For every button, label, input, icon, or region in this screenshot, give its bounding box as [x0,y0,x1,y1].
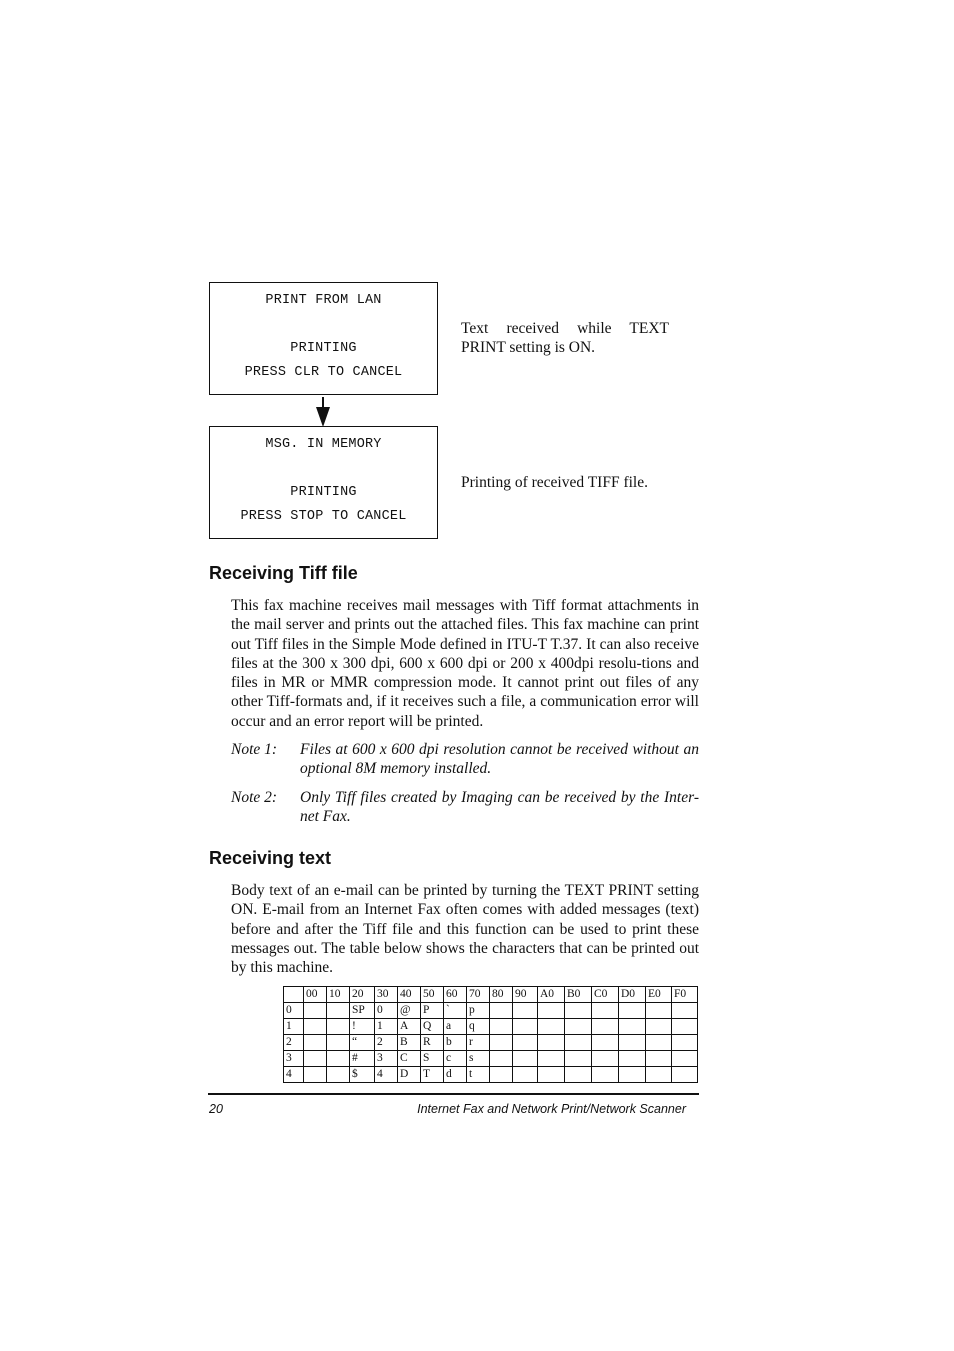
table-cell [592,1019,619,1035]
table-cell: 0 [284,1003,304,1019]
table-cell [619,1035,646,1051]
table-cell [284,987,304,1003]
table-cell [646,1035,672,1051]
footer-title: Internet Fax and Network Print/Network Scanner [417,1102,686,1116]
table-cell [565,1035,592,1051]
table-cell: q [467,1019,490,1035]
table-cell [327,1067,350,1083]
table-cell [327,1019,350,1035]
table-row [284,1067,698,1083]
table-cell [646,1019,672,1035]
table-cell: E0 [646,987,672,1003]
table-cell: A0 [538,987,565,1003]
table-cell [646,1051,672,1067]
page-number: 20 [209,1102,223,1116]
panel1-description: Text received while TEXT PRINT setting is ON. [461,320,669,356]
table-row [284,1035,698,1051]
panel2-description: Printing of received TIFF file. [461,474,648,491]
table-cell: D [398,1067,421,1083]
table-cell: p [467,1003,490,1019]
table-cell [513,1003,538,1019]
table-cell [538,1035,565,1051]
table-cell: Q [421,1019,444,1035]
table-cell: 2 [284,1035,304,1051]
table-cell: F0 [672,987,698,1003]
arrow-head-icon [316,407,330,427]
table-cell: 30 [375,987,398,1003]
table-cell: 3 [284,1051,304,1067]
section-heading-tiff: Receiving Tiff file [209,563,358,583]
table-cell: 1 [375,1019,398,1035]
table-cell: A [398,1019,421,1035]
table-header-row [284,987,698,1003]
table-cell [592,1051,619,1067]
table-cell: # [350,1051,375,1067]
table-cell: 4 [375,1067,398,1083]
lcd-panel-print-from-lan [209,282,438,395]
table-cell [513,1067,538,1083]
table-cell [490,1051,513,1067]
table-cell: 00 [304,987,327,1003]
table-cell: P [421,1003,444,1019]
table-cell [565,1019,592,1035]
table-cell: @ [398,1003,421,1019]
lcd-line: PRINTING [290,485,357,500]
table-cell: R [421,1035,444,1051]
table-cell [672,1003,698,1019]
table-cell: “ [350,1035,375,1051]
lcd-panel-msg-in-memory [209,426,438,539]
table-row [284,1003,698,1019]
note-label: Note 2: [231,789,278,806]
table-cell [538,1051,565,1067]
table-cell: c [444,1051,467,1067]
table-row [284,1019,698,1035]
section-heading-text: Receiving text [209,848,332,868]
table-cell: $ [350,1067,375,1083]
table-cell: 3 [375,1051,398,1067]
note-text: Only Tiff files created by Imaging can be received by the Inter-net Fax. [300,789,699,826]
table-cell [672,1067,698,1083]
table-cell: T [421,1067,444,1083]
table-cell [513,1019,538,1035]
table-cell: C [398,1051,421,1067]
table-cell [327,1035,350,1051]
table-cell [327,1051,350,1067]
table-cell [619,1019,646,1035]
table-cell [304,1019,327,1035]
table-cell: 60 [444,987,467,1003]
table-cell [592,1035,619,1051]
table-cell [304,1051,327,1067]
paragraph-tiff: This fax machine receives mail messages with Tiff format attachments in the mail server and prints out the attached files. This fax machine can print out Tiff files in the Simple Mode defined in ITU-T T.37. It can also receive files at the 300 x 300 dpi, 600 x 600 dpi or 200 x 400dpi resolu-tions and files in MR or MMR compression mode. It cannot print out files of any other Tiff-formats and, if it receives such a file, a communication error will occur and an error report will be printed. [231,597,699,730]
table-cell [538,1067,565,1083]
table-cell [646,1067,672,1083]
table-cell [565,1067,592,1083]
table-cell [304,1003,327,1019]
table-cell [619,1067,646,1083]
table-cell [304,1035,327,1051]
note-label: Note 1: [231,741,278,758]
table-cell: SP [350,1003,375,1019]
table-cell: ` [444,1003,467,1019]
table-cell: t [467,1067,490,1083]
table-cell: 40 [398,987,421,1003]
table-cell [538,1003,565,1019]
lcd-line: PRINT FROM LAN [265,293,382,308]
table-cell: S [421,1051,444,1067]
note-text: Files at 600 x 600 dpi resolution cannot be received without an optional 8M memory installed. [300,741,699,778]
table-cell: 80 [490,987,513,1003]
table-cell: 50 [421,987,444,1003]
table-cell: d [444,1067,467,1083]
lcd-line: PRESS STOP TO CANCEL [240,509,407,524]
table-cell [327,1003,350,1019]
table-cell [619,1003,646,1019]
table-cell: r [467,1035,490,1051]
table-cell: 10 [327,987,350,1003]
table-cell: 70 [467,987,490,1003]
table-cell [490,1019,513,1035]
table-cell: s [467,1051,490,1067]
table-cell [513,1035,538,1051]
table-cell: D0 [619,987,646,1003]
table-cell [672,1019,698,1035]
lcd-line: PRINTING [290,341,357,356]
table-cell [592,1067,619,1083]
table-cell [490,1067,513,1083]
table-cell: b [444,1035,467,1051]
table-cell [646,1003,672,1019]
table-cell: 0 [375,1003,398,1019]
table-cell: a [444,1019,467,1035]
table-cell: 1 [284,1019,304,1035]
character-table [283,986,698,1083]
table-row [284,1051,698,1067]
lcd-line: PRESS CLR TO CANCEL [244,365,403,380]
table-cell: C0 [592,987,619,1003]
table-cell: 90 [513,987,538,1003]
lcd-line: MSG. IN MEMORY [265,437,382,452]
table-cell: 2 [375,1035,398,1051]
table-cell: 20 [350,987,375,1003]
table-cell [538,1019,565,1035]
table-cell [513,1051,538,1067]
table-cell: 4 [284,1067,304,1083]
table-cell [304,1067,327,1083]
paragraph-text: Body text of an e-mail can be printed by turning the TEXT PRINT setting ON. E-mail from an Internet Fax often comes with added messages (text) before and after the Tiff file and this function can be used to print these messages out. The table below shows the characters that can be printed out by this machine. [231,882,699,977]
footer-rule [208,1093,699,1095]
table-cell [619,1051,646,1067]
table-cell [565,1003,592,1019]
table-cell [672,1051,698,1067]
table-cell [592,1003,619,1019]
table-cell [490,1035,513,1051]
table-cell [565,1051,592,1067]
table-cell [490,1003,513,1019]
table-cell [672,1035,698,1051]
table-cell: B [398,1035,421,1051]
table-cell: ! [350,1019,375,1035]
table-cell: B0 [565,987,592,1003]
